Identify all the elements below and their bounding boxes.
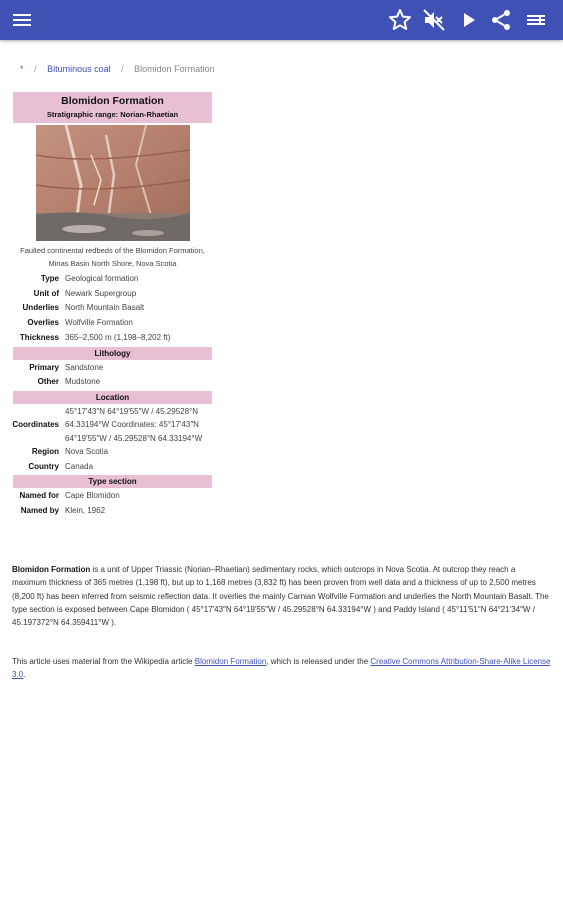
row-label: Region	[31, 446, 59, 456]
breadcrumb-current: Blomidon Formation	[134, 64, 215, 74]
article-body	[12, 563, 552, 629]
row-value: Cape Blomidon	[65, 491, 120, 501]
infobox-row	[13, 460, 212, 475]
infobox-row	[13, 445, 212, 460]
row-value: Geological formation	[65, 274, 139, 283]
attribution-prefix: This article uses material from the Wikipedia article	[12, 657, 195, 666]
article-term: Blomidon Formation	[12, 565, 91, 574]
row-value: Newark Supergroup	[65, 288, 137, 298]
infobox-row	[13, 331, 212, 346]
section-header-location: Location	[13, 391, 212, 404]
row-label: Overlies	[27, 318, 59, 328]
row-label: Other	[37, 377, 59, 387]
photo-caption: Faulted continental redbeds of the Blomidon Formation, Minas Basin North Shore, Nova Scotia	[20, 246, 205, 268]
play-icon[interactable]	[456, 8, 480, 32]
row-value: Klein, 1962	[65, 505, 106, 515]
infobox-row	[13, 361, 212, 376]
attribution-suffix: .	[23, 670, 26, 680]
share-icon[interactable]	[489, 8, 513, 32]
infobox-subtitle: Stratigraphic range: Norian-Rhaetian	[13, 108, 212, 123]
row-label: Type	[40, 274, 59, 283]
row-label: Underlies	[22, 303, 59, 313]
attribution	[12, 655, 552, 682]
infobox-row	[13, 316, 212, 331]
license-link[interactable]: Creative Commons Attribution-Share-Alike License 3.0	[12, 657, 551, 680]
view-list-icon[interactable]	[524, 8, 548, 32]
app-bar	[0, 0, 563, 40]
row-value: Sandstone	[65, 362, 104, 372]
row-label: Coordinates	[12, 420, 59, 430]
row-value: North Mountain Basalt	[65, 303, 145, 313]
star-icon[interactable]	[388, 8, 412, 32]
formation-photo[interactable]	[36, 125, 190, 241]
row-value: 365–2,500 m (1,198–8,202 ft)	[65, 332, 171, 342]
breadcrumb-parent[interactable]: Bituminous coal	[47, 64, 111, 74]
infobox-row	[13, 287, 212, 302]
infobox-row	[13, 272, 212, 287]
infobox	[13, 92, 212, 519]
breadcrumb-separator: /	[34, 64, 37, 74]
wikipedia-article-link[interactable]: Blomidon Formation	[194, 657, 267, 666]
row-label: Country	[28, 461, 59, 471]
breadcrumb-home[interactable]: *	[20, 64, 24, 74]
infobox-row	[13, 504, 212, 519]
article-text: is a unit of Upper Triassic (Norian–Rhaetian) sedimentary rocks, which outcrops in Nova Scotia. At outcrop they reach a maximum thickness of 365 metres (1,198 ft), but up to 1,168 metres (3,832 ft) has been proven from well data and a thickness of up to 2,500 metres (8,200 ft) has been inferred from seismic reflection data. It overlies the mainly Carnian Wolfville Formation and underlies the North Mountain Basalt. The type section is exposed between Cape Blomidon ( 45°17′43″N 64°19′55″W / 45.29528°N 64.33194°W ) and Paddy Island ( 45°11′51″N 64°21′34″W / 45.197372°N 64.359411°W ).	[12, 565, 549, 628]
infobox-row	[13, 375, 212, 390]
row-label: Named for	[19, 491, 59, 501]
row-value: Wolfville Formation	[65, 318, 133, 328]
infobox-title: Blomidon Formation	[13, 92, 212, 108]
breadcrumb-separator: /	[121, 64, 124, 74]
breadcrumb	[20, 64, 215, 74]
menu-icon[interactable]	[10, 8, 34, 32]
coordinates-link[interactable]: 45°17′43″N 64°19′55″W / 45.29528°N 64.33194°W Coordinates: 45°17′43″N 64°19′55″W / 45.29528°N 64.33194°W	[65, 406, 203, 443]
row-label: Primary	[29, 362, 59, 372]
section-header-lithology: Lithology	[13, 347, 212, 360]
attribution-middle: , which is released under the	[266, 657, 371, 666]
row-value: Mudstone	[65, 377, 101, 387]
row-value: Canada	[65, 461, 94, 471]
row-label: Unit of	[33, 288, 59, 298]
infobox-row	[13, 301, 212, 316]
section-header-type-section: Type section	[13, 475, 212, 488]
row-label: Named by	[20, 505, 59, 515]
infobox-row	[13, 489, 212, 504]
row-label: Thickness	[19, 332, 59, 342]
infobox-row-coordinates	[13, 405, 212, 445]
row-value: Nova Scotia	[65, 446, 109, 456]
volume-off-icon[interactable]	[422, 8, 446, 32]
